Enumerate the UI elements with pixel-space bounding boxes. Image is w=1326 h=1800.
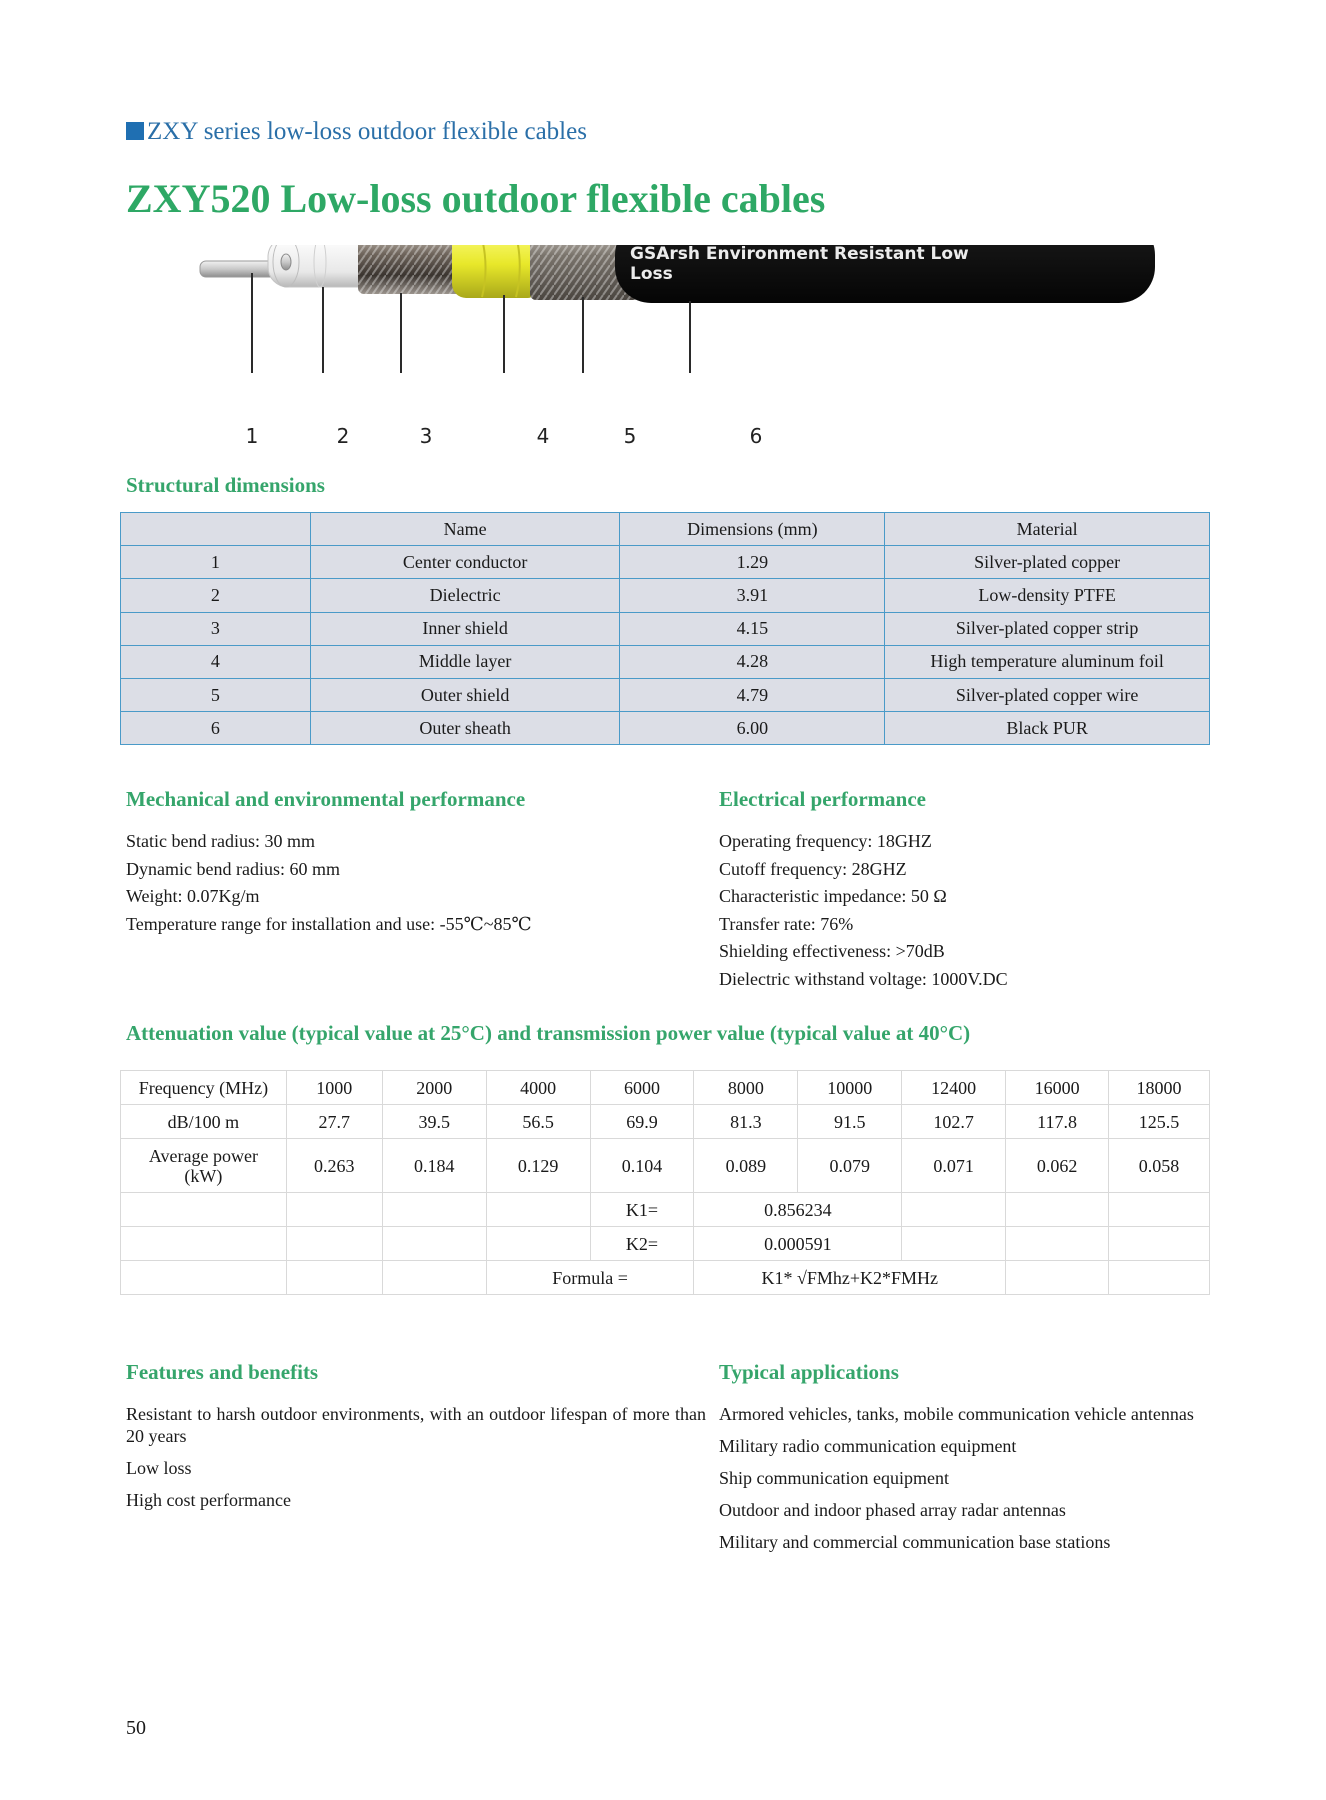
table-row (121, 678, 1210, 711)
spec-line: Transfer rate: 76% (719, 913, 854, 934)
table-cell: 0.104 (590, 1139, 694, 1193)
k1-label: K1= (590, 1193, 694, 1227)
table-row (121, 645, 1210, 678)
formula-value: K1* √FMhz+K2*FMHz (694, 1261, 1006, 1295)
table-cell: 5 (121, 678, 311, 711)
table-cell: 81.3 (694, 1105, 798, 1139)
header-cell: Dimensions (mm) (620, 513, 885, 546)
table-row (121, 612, 1210, 645)
formula-row (121, 1261, 1210, 1295)
structural-table (120, 512, 1210, 745)
applications-list (719, 1403, 1204, 1563)
table-cell: 3.91 (620, 579, 885, 612)
features-list (126, 1403, 706, 1521)
spec-line: Shielding effectiveness: >70dB (719, 941, 945, 961)
callout-2: 2 (336, 424, 350, 448)
table-cell: 2000 (382, 1071, 486, 1105)
table-cell: 4 (121, 645, 311, 678)
header-cell: Name (310, 513, 620, 546)
list-item: Military and commercial communication base stations (719, 1532, 1111, 1552)
spec-line: Characteristic impedance: 50 Ω (719, 886, 947, 906)
square-bullet-icon (126, 122, 144, 140)
list-item: Military radio communication equipment (719, 1436, 1017, 1456)
table-cell: 91.5 (798, 1105, 902, 1139)
table-cell: Outer shield (310, 678, 620, 711)
table-cell: 0.071 (902, 1139, 1006, 1193)
table-cell: 10000 (798, 1071, 902, 1105)
spec-line: Dielectric withstand voltage: 1000V.DC (719, 968, 1008, 989)
list-item: Outdoor and indoor phased array radar antennas (719, 1500, 1066, 1520)
middle-layer (452, 245, 542, 298)
k2-label: K2= (590, 1227, 694, 1261)
table-cell: Silver-plated copper wire (885, 678, 1210, 711)
table-cell: 56.5 (486, 1105, 590, 1139)
table-cell: 0.089 (694, 1139, 798, 1193)
list-item: Ship communication equipment (719, 1468, 949, 1488)
list-item: Resistant to harsh outdoor environments, with an outdoor lifespan of more than 20 years (126, 1404, 706, 1446)
series-header-text: ZXY series low-loss outdoor flexible cables (147, 118, 587, 145)
row-label (121, 1139, 287, 1193)
spec-line: Operating frequency: 18GHZ (719, 831, 932, 851)
spec-line: Dynamic bend radius: 60 mm (126, 858, 340, 879)
callout-1: 1 (245, 424, 259, 448)
table-cell: 1 (121, 546, 311, 579)
table-cell: Dielectric (310, 579, 620, 612)
k1-value: 0.856234 (694, 1193, 902, 1227)
table-row (121, 579, 1210, 612)
table-cell: 0.184 (382, 1139, 486, 1193)
table-cell: Low-density PTFE (885, 579, 1210, 612)
page-number: 50 (126, 1717, 146, 1739)
table-cell: 0.079 (798, 1139, 902, 1193)
frequency-row (121, 1071, 1210, 1105)
mechanical-heading: Mechanical and environmental performance (126, 787, 526, 811)
table-cell: 4.28 (620, 645, 885, 678)
table-cell: High temperature aluminum foil (885, 645, 1210, 678)
table-cell: Silver-plated copper (885, 546, 1210, 579)
attenuation-row (121, 1105, 1210, 1139)
table-cell: 12400 (902, 1071, 1006, 1105)
formula-label: Formula = (486, 1261, 694, 1295)
table-cell: 39.5 (382, 1105, 486, 1139)
table-cell: 6 (121, 712, 311, 745)
table-cell: 3 (121, 612, 311, 645)
row-label: dB/100 m (121, 1105, 287, 1139)
applications-heading: Typical applications (719, 1360, 899, 1384)
callout-5: 5 (623, 424, 637, 448)
table-cell: 102.7 (902, 1105, 1006, 1139)
table-cell: 0.129 (486, 1139, 590, 1193)
table-cell: 1000 (286, 1071, 382, 1105)
list-item: Armored vehicles, tanks, mobile communication vehicle antennas (719, 1404, 1194, 1424)
power-label-line1: Average power (148, 1145, 258, 1166)
table-row (121, 546, 1210, 579)
header-cell: Material (885, 513, 1210, 546)
table-cell: Outer sheath (310, 712, 620, 745)
table-cell: 8000 (694, 1071, 798, 1105)
callout-6: 6 (749, 424, 763, 448)
table-cell: 18000 (1109, 1071, 1210, 1105)
table-cell: 6000 (590, 1071, 694, 1105)
table-cell: Inner shield (310, 612, 620, 645)
table-cell: Center conductor (310, 546, 620, 579)
attenuation-heading: Attenuation value (typical value at 25°C) and transmission power value (typical value at 40°C) (126, 1021, 971, 1045)
table-cell: 125.5 (1109, 1105, 1210, 1139)
header-cell (121, 513, 311, 546)
spec-line: Weight: 0.07Kg/m (126, 886, 260, 906)
table-cell: 0.062 (1006, 1139, 1109, 1193)
structural-heading: Structural dimensions (126, 473, 325, 497)
table-cell: 4.15 (620, 612, 885, 645)
electrical-specs (719, 828, 1219, 993)
spec-line: Cutoff frequency: 28GHZ (719, 858, 907, 879)
table-cell: 6.00 (620, 712, 885, 745)
electrical-heading: Electrical performance (719, 787, 926, 811)
table-cell: Middle layer (310, 645, 620, 678)
list-item: High cost performance (126, 1490, 291, 1510)
power-label-line2: (kW) (184, 1165, 223, 1186)
power-row (121, 1139, 1210, 1193)
table-cell: Silver-plated copper strip (885, 612, 1210, 645)
features-heading: Features and benefits (126, 1360, 319, 1384)
table-cell: 0.263 (286, 1139, 382, 1193)
table-cell: 4000 (486, 1071, 590, 1105)
page-title: ZXY520 Low-loss outdoor flexible cables (126, 176, 826, 221)
cable-diagram (190, 245, 1160, 460)
spec-line: Static bend radius: 30 mm (126, 831, 315, 851)
k2-value: 0.000591 (694, 1227, 902, 1261)
mechanical-specs (126, 828, 686, 938)
list-item: Low loss (126, 1458, 192, 1478)
table-cell: Black PUR (885, 712, 1210, 745)
table-header-row (121, 513, 1210, 546)
attenuation-table (120, 1070, 1210, 1295)
series-header (126, 118, 587, 146)
table-cell: 27.7 (286, 1105, 382, 1139)
k2-row (121, 1227, 1210, 1261)
callout-4: 4 (536, 424, 550, 448)
table-cell: 1.29 (620, 546, 885, 579)
jacket-label-line2: Loss (630, 264, 673, 284)
table-cell: 16000 (1006, 1071, 1109, 1105)
table-cell: 2 (121, 579, 311, 612)
table-cell: 0.058 (1109, 1139, 1210, 1193)
row-label: Frequency (MHz) (121, 1071, 287, 1105)
k1-row (121, 1193, 1210, 1227)
callout-3: 3 (419, 424, 433, 448)
table-cell: 117.8 (1006, 1105, 1109, 1139)
jacket-label-line1: GSArsh Environment Resistant Low (630, 245, 969, 264)
spec-line: Temperature range for installation and use: -55℃~85℃ (126, 913, 532, 934)
table-cell: 69.9 (590, 1105, 694, 1139)
table-row (121, 712, 1210, 745)
table-cell: 4.79 (620, 678, 885, 711)
